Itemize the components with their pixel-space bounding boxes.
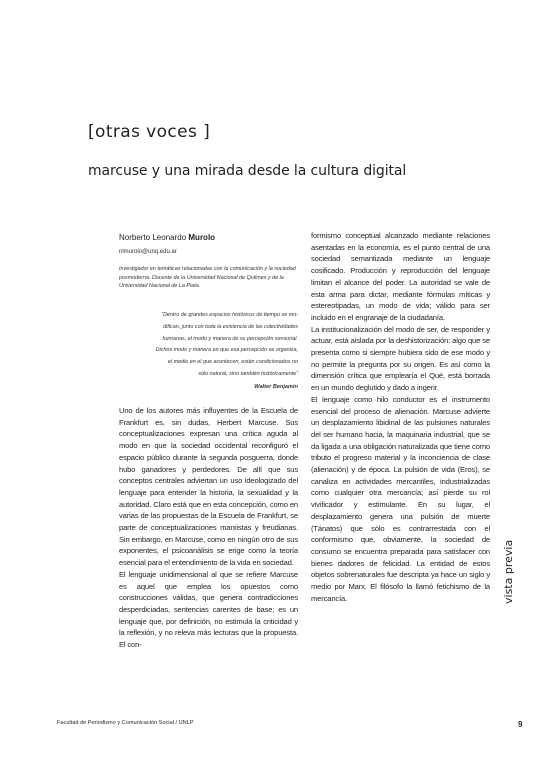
epigraph-line: Dichos modo y manera en que esa percepción se organiza, bbox=[155, 347, 298, 354]
epigraph-line: sólo natural, sino también históricamente” bbox=[198, 370, 298, 377]
body-column-right bbox=[311, 230, 490, 605]
paragraph: El lenguaje como hilo conductor es el instrumento esencial del proceso de alienación. Marcuse advierte un desplazamiento libidinal de las pulsiones naturales del ser humano hacia, la maquinaria industrial, que se da ligada a una obligación naturalizada que tiene como tributo el progreso material y la inconciencia de clase (alienación) y de época. La pulsión de vida (Eros), se canaliza en actividades mercantiles, industrializadas como cualquier otra mercancía; así pierde su rol vivificador y estimulante. En su lugar, el desplazamiento genera una pulsión de muerte (Tánatos) que sólo es contrarrestada con el conformismo que, obviamente, la sociedad de consumo se encuentra preparada para satisfacer con bienes dadores de felicidad. La entidad de estos objetos sobrenaturales fue descripta ya hace un siglo y medio por Marx. El filósofo la llamó fetichismo de la mercancía. bbox=[311, 394, 490, 603]
author-name bbox=[119, 233, 215, 242]
epigraph bbox=[127, 310, 298, 381]
epigraph-line: el medio en el que acontecen, están condicionados no bbox=[167, 359, 298, 366]
author-bio: Investigador en temáticas relacionadas con la comunicación y la sociedad posmoderna. Docente de la Universidad Nacional de Quilmes y de la Universidad Nacional de La Plata. bbox=[119, 266, 296, 290]
vista-previa-label: vista previa bbox=[502, 539, 515, 604]
paragraph: formismo conceptual alcanzado mediante relaciones asentadas en la economía, es el punto central de una sociedad semantizada mediante un lenguaje cosificado. Producción y reproducción del lenguaje limitan el alcance del poder. La autoridad se vale de esta arma para dictar, mediante fórmulas míticas y estereotipadas, un modo de vida; válido para ser incluido en el engranaje de la ciudadanía. bbox=[311, 231, 490, 322]
paragraph: Uno de los autores más influyentes de la Escuela de Frankfurt es, sin dudas, Herbert Marcuse. Sus conceptualizaciones expresan una crítica aguda al modo en que la sociedad occidental reconfiguró el espacio público durante la segunda posguerra, donde hubo ganadores y perdedores. De allí que sus conceptos centrales adviertan un uso ideologizado del lenguaje para entender la historia, la sexualidad y la autoridad. Claro está que en esta concepción, como en varias de las propuestas de la Escuela de Frankfurt, se parte de conceptualizaciones marxistas y freudianas. Sin embargo, en Marcuse, como en ningún otro de sus exponentes, el psicoanálisis se erige como la teoría esencial para el entendimiento de la vida en sociedad. bbox=[119, 406, 298, 568]
article-title: marcuse y una mirada desde la cultura digital bbox=[88, 163, 407, 179]
epigraph-attribution: Walter Benjamin bbox=[254, 384, 298, 390]
paragraph: La institucionalización del modo de ser, de responder y actuar, está aislada por la deshistorización: algo que se presenta como si siempre hubiera sido de ese modo y no permite la pregunta por su origen. Es así como la dimensión crítica que emplearía el Qué, está borrada en un mundo deglutido y dado a ingerir. bbox=[311, 324, 490, 393]
author-email[interactable]: nlmurolo@unq.edu.ar bbox=[119, 249, 177, 255]
epigraph-line: difican, junto con toda la existencia de las colectividades bbox=[163, 323, 298, 330]
section-title: [otras voces ] bbox=[88, 122, 211, 142]
author-first-name: Norberto Leonardo bbox=[119, 233, 189, 242]
epigraph-line: “Dentro de grandes espacios históricos de tiempo se mo- bbox=[161, 312, 298, 318]
epigraph-line: humanas, el modo y manera de su percepción sensorial. bbox=[162, 335, 298, 342]
body-column-left bbox=[119, 405, 298, 651]
paragraph: El lenguaje unidimensional al que se refiere Marcuse es aquel que emplea los opuestos como construcciones válidas, que genera contradicciones desperdiciadas, sentencias carentes de base; es un lenguaje que, por definición, no estimula la criticidad y la reflexión, y no releva más lecturas que la propuesta. El con- bbox=[119, 569, 298, 650]
footer-publisher: Facultad de Periodismo y Comunicación Social / UNLP bbox=[57, 720, 194, 726]
page-number: 9 bbox=[518, 720, 523, 729]
author-last-name: Murolo bbox=[188, 233, 216, 242]
